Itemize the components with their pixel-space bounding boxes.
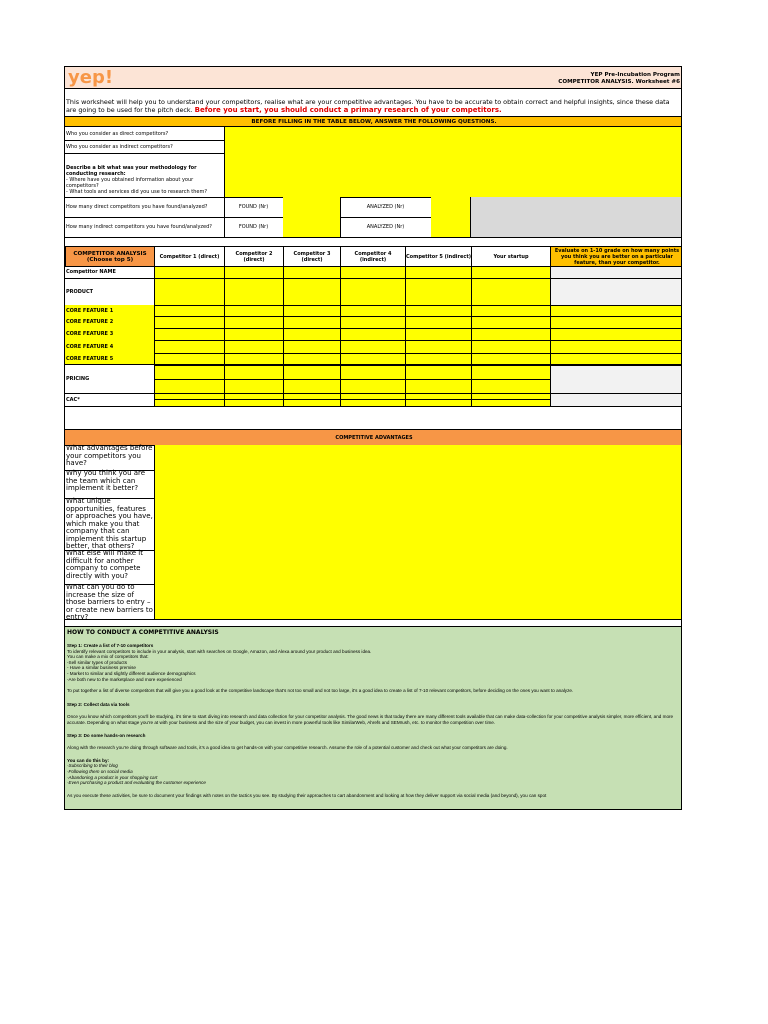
cell-pricing-4-1[interactable] xyxy=(340,365,406,380)
cell-pricing-5-2[interactable] xyxy=(405,379,472,394)
cell-product-6[interactable] xyxy=(471,278,551,306)
intro-body: This worksheet will help you to understand your competitors, realise what are your competitive advantages. You have to be accurate to obtain correct and helpful insights, since these data are going to be used for the pitch deck. xyxy=(66,98,670,114)
row-label-core-feature-4: CORE FEATURE 4 xyxy=(65,340,155,354)
question-indirect-count: How many indirect competitors you have found/analyzed? xyxy=(65,217,225,238)
cell-core-feature-5-5[interactable] xyxy=(405,353,472,365)
eval-cell-pricing[interactable] xyxy=(550,365,682,394)
cell-product-5[interactable] xyxy=(405,278,472,306)
intro-text xyxy=(66,98,680,114)
worksheet-title: COMPETITOR ANALYSIS. Worksheet #6 xyxy=(558,79,680,85)
step3-title: Step 3: Do some hands-on research xyxy=(67,732,146,738)
cell-core-feature-4-4[interactable] xyxy=(340,340,406,354)
col-competitor-3: Competitor 3 (direct) xyxy=(283,246,341,267)
col-competitor-5: Competitor 5 (indirect) xyxy=(405,246,472,267)
col-your-startup: Your startup xyxy=(471,246,551,267)
cell-pricing-6-1[interactable] xyxy=(471,365,551,380)
last-text: As you execute these activities, be sure to document your findings with notes on the tactics you see. By studying their approaches to cart abandonment and looking at how they deliver support via social media (and beyond), you can spot xyxy=(67,792,547,798)
found-label-indirect: FOUND (Nr) xyxy=(224,217,284,238)
found-indirect-input[interactable] xyxy=(283,217,341,238)
row-label-product: PRODUCT xyxy=(65,278,155,306)
adv-answer-5[interactable] xyxy=(154,584,682,620)
yep-logo: yep! xyxy=(68,67,114,88)
program-title: YEP Pre-Incubation Program xyxy=(590,72,680,78)
analyzed-label-indirect: ANALYZED (Nr) xyxy=(340,217,432,238)
pre-questions-banner: BEFORE FILLING IN THE TABLE BELOW, ANSWER THE FOLLOWING QUESTIONS. xyxy=(65,116,682,127)
can-item-1: -Subscribing to their blog xyxy=(67,763,118,769)
cell-cac-3-2[interactable] xyxy=(283,399,341,407)
cell-core-feature-4-5[interactable] xyxy=(405,340,472,354)
adv-question-3: What unique opportunities, features or approaches you have, which make you that company that can implement this startup better, that others? xyxy=(65,498,155,551)
adv-question-4: What else will make it difficult for another company to compete directly with you? xyxy=(65,550,155,585)
cell-core-feature-4-2[interactable] xyxy=(224,340,284,354)
howto-title: HOW TO CONDUCT A COMPETITIVE ANALYSIS xyxy=(67,629,219,636)
row-label-pricing: PRICING xyxy=(65,365,155,394)
step1-para: To put together a list of diverse competitors that will give you a good look at the competitive landscape that’s not too small and not too large, it’s a good idea to create a list of 7-10 relevant competitors, before deciding on the ones you want to analyze. xyxy=(67,688,574,694)
methodology-line-1: - Where have you obtained information about your competitors? xyxy=(66,177,194,189)
adv-answer-1[interactable] xyxy=(154,445,682,471)
adv-question-1: What advantages before your competitors you have? xyxy=(65,445,155,471)
cell-pricing-3-2[interactable] xyxy=(283,379,341,394)
worksheet xyxy=(64,66,682,810)
cell-pricing-1-2[interactable] xyxy=(154,379,225,394)
cell-pricing-3-1[interactable] xyxy=(283,365,341,380)
cell-core-feature-4-3[interactable] xyxy=(283,340,341,354)
cell-cac-6-2[interactable] xyxy=(471,399,551,407)
row-label-name: Competitor NAME xyxy=(65,266,155,279)
intro-highlight: Before you start, you should conduct a primary research of your competitors. xyxy=(194,106,502,114)
cell-product-2[interactable] xyxy=(224,278,284,306)
cell-pricing-6-2[interactable] xyxy=(471,379,551,394)
answer-methodology[interactable] xyxy=(224,153,682,198)
analyzed-indirect-input[interactable] xyxy=(431,217,471,238)
adv-answer-3[interactable] xyxy=(154,498,682,551)
step1-item-2: - Have a similar business premise xyxy=(67,665,136,671)
answer-indirect-competitors[interactable] xyxy=(224,140,682,154)
step1-item-4: -Are both new to the marketplace and more experienced xyxy=(67,676,182,682)
col-competitor-1: Competitor 1 (direct) xyxy=(154,246,225,267)
col-evaluate: Evaluate on 1-10 grade on how many points you think you are better on a particular feature, than your competitor. xyxy=(550,246,682,267)
count-gray-block xyxy=(470,197,682,238)
question-methodology xyxy=(65,153,225,198)
col-competitor-2: Competitor 2 (direct) xyxy=(224,246,284,267)
row-label-core-feature-5: CORE FEATURE 5 xyxy=(65,353,155,365)
cell-pricing-4-2[interactable] xyxy=(340,379,406,394)
cell-core-feature-5-1[interactable] xyxy=(154,353,225,365)
cell-cac-2-2[interactable] xyxy=(224,399,284,407)
eval-cell-core-feature-4[interactable] xyxy=(550,340,682,354)
adv-question-2: Why you think you are the team which can implement it better? xyxy=(65,470,155,499)
adv-answer-2[interactable] xyxy=(154,470,682,499)
cell-product-1[interactable] xyxy=(154,278,225,306)
row-label-core-feature-2: CORE FEATURE 2 xyxy=(65,316,155,329)
step1-text: To identify relevant competitors to include in your analysis, start with searches on Google, Amazon, and Alexa around your product and business idea. xyxy=(67,648,372,654)
cell-core-feature-4-1[interactable] xyxy=(154,340,225,354)
question-indirect-competitors: Who you consider as indirect competitors? xyxy=(65,140,225,154)
eval-cell-core-feature-5[interactable] xyxy=(550,353,682,365)
howto-section xyxy=(65,626,682,810)
row-label-core-feature-1: CORE FEATURE 1 xyxy=(65,305,155,317)
analyzed-label-direct: ANALYZED (Nr) xyxy=(340,197,432,218)
eval-cell-cac[interactable] xyxy=(550,393,682,407)
step2-text: Once you know which competitors you’ll be studying, it’s time to start diving into research and data collection for your competitor analysis. The good news is that today there are many different tools available that can make data-collection for your competitive analysis simpler, more efficient, and more accurate. Depending on what stage you’re at with your business and the size of your budget, you can invest in more powerful tools like SimilarWeb, Ahrefs and SEMrush, etc. to monitor the competition over time. xyxy=(67,714,674,725)
can-title: You can do this by: xyxy=(67,757,110,763)
methodology-line-2: - What tools and services did you use to research them? xyxy=(66,189,207,195)
found-direct-input[interactable] xyxy=(283,197,341,218)
adv-question-5: What can you do to increase the size of those barriers to entry – or create new barriers to entry? xyxy=(65,584,155,620)
cell-cac-4-2[interactable] xyxy=(340,399,406,407)
cell-cac-5-2[interactable] xyxy=(405,399,472,407)
answer-direct-competitors[interactable] xyxy=(224,127,682,141)
analyzed-direct-input[interactable] xyxy=(431,197,471,218)
eval-cell-product[interactable] xyxy=(550,278,682,306)
cell-core-feature-5-6[interactable] xyxy=(471,353,551,365)
cell-cac-1-2[interactable] xyxy=(154,399,225,407)
step2-title: Step 2: Collect data via tools xyxy=(67,701,130,707)
row-label-cac: CAC* xyxy=(65,393,155,407)
step1-item-3: - Market to similar and slightly different audience demographics xyxy=(67,670,196,676)
can-item-3: -Abandoning a product in your shopping cart xyxy=(67,774,158,780)
methodology-title: Describe a bit what was your methodology for conducting research: xyxy=(66,165,197,177)
row-label-core-feature-3: CORE FEATURE 3 xyxy=(65,328,155,341)
cell-product-4[interactable] xyxy=(340,278,406,306)
cell-core-feature-5-3[interactable] xyxy=(283,353,341,365)
header-bar xyxy=(65,67,682,89)
step3-text: Along with the research you’re doing through software and tools, it’s a good idea to get hands-on with your competitive research. Assume the role of a potential customer and check out what your competitors are doing. xyxy=(67,745,508,751)
cell-core-feature-5-2[interactable] xyxy=(224,353,284,365)
cell-pricing-2-2[interactable] xyxy=(224,379,284,394)
step1-mix: You can make a mix of competitors that: xyxy=(67,654,149,660)
can-item-2: -Following them on social media xyxy=(67,768,133,774)
cell-product-3[interactable] xyxy=(283,278,341,306)
can-item-4: -Even purchasing a product and evaluating the customer experience xyxy=(67,780,206,786)
cell-pricing-5-1[interactable] xyxy=(405,365,472,380)
cell-core-feature-4-6[interactable] xyxy=(471,340,551,354)
cell-pricing-1-1[interactable] xyxy=(154,365,225,380)
question-direct-competitors: Who you consider as direct competitors? xyxy=(65,127,225,141)
found-label-direct: FOUND (Nr) xyxy=(224,197,284,218)
question-direct-count: How many direct competitors you have found/analyzed? xyxy=(65,197,225,218)
cell-pricing-2-1[interactable] xyxy=(224,365,284,380)
step1-title: Step 1: Create a list of 7-10 competitors xyxy=(67,643,154,648)
competitor-analysis-title: COMPETITOR ANALYSIS (Choose top 5) xyxy=(65,246,155,267)
step1-item-1: -Sell similar types of products xyxy=(67,659,127,665)
competitive-advantages-title: COMPETITIVE ADVANTAGES xyxy=(65,429,682,446)
col-competitor-4: Competitor 4 (indirect) xyxy=(340,246,406,267)
cell-core-feature-5-4[interactable] xyxy=(340,353,406,365)
adv-answer-4[interactable] xyxy=(154,550,682,585)
